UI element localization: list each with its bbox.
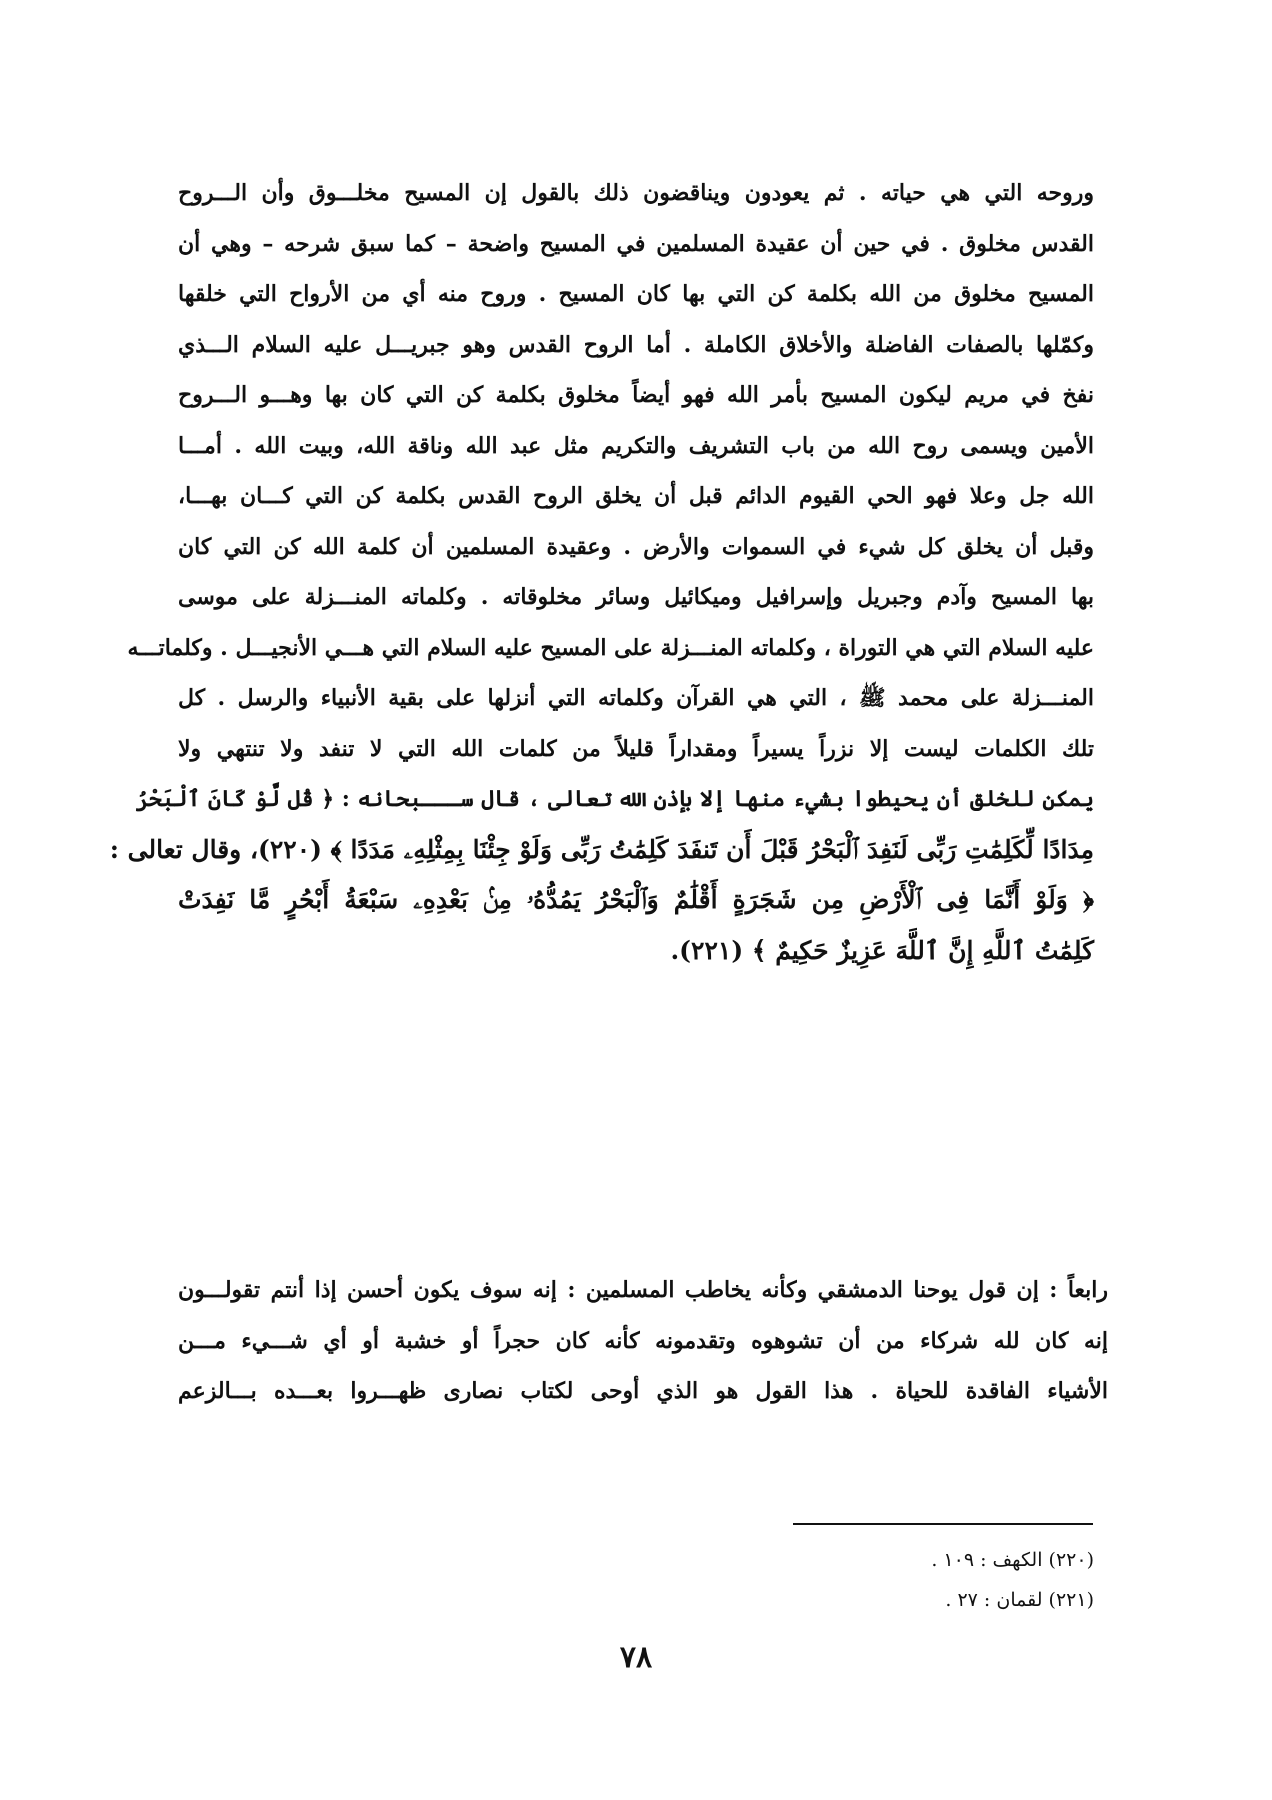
text-line: يمكن للخلق أن يحيطوا بشيء منها إلا بإذن الله تعالى ، قال ســـبحانه : ﴿ قُل لَّوْ كَانَ ٱلْبَحْرُ [135,786,1094,812]
footnote-221: (٢٢١) لقمان : ٢٧ . [945,1589,1094,1611]
text-line: المنـــزلة على محمد ﷺ ، التي هي القرآن وكلماته التي أنزلها على بقية الأنبياء والرسل . كل [178,685,1094,711]
quran-verse-line: مِدَادًا لِّكَلِمَٰتِ رَبِّى لَنَفِدَ ٱلْبَحْرُ قَبْلَ أَن تَنفَدَ كَلِمَٰتُ رَبِّى وَلَوْ جِئْنَا بِمِثْلِهِۦ مَدَدًا ﴾ (٢٢٠)، وقال تعالى : [109,834,1094,864]
quran-verse-line: ﴿ وَلَوْ أَنَّمَا فِى ٱلْأَرْضِ مِن شَجَرَةٍ أَقْلَٰمٌ وَٱلْبَحْرُ يَمُدُّهُۥ مِنۢ بَعْدِهِۦ سَبْعَةُ أَبْحُرٍ مَّا نَفِدَتْ [178,885,1094,914]
text-line: نفخ في مريم ليكون المسيح بأمر الله فهو أيضاً مخلوق بكلمة كن التي كان بها وهـــو الـــروح [178,382,1094,408]
footnote-divider [793,1523,1093,1525]
text-line: الأمين ويسمى روح الله من باب التشريف والتكريم مثل عبد الله وناقة الله، وبيت الله . أمـــا [178,432,1094,459]
footnote-220: (٢٢٠) الكهف : ١٠٩ . [931,1549,1094,1571]
text-line: الله جل وعلا فهو الحي القيوم الدائم قبل أن يخلق الروح القدس بكلمة كن التي كـــان بهـــا، [178,483,1094,509]
footnotes [700,1540,1094,1620]
text-line: بها المسيح وآدم وجبريل وإسرافيل وميكائيل وسائر مخلوقاته . وكلماته المنـــزلة على موسى [178,584,1094,610]
text-line: وروحه التي هي حياته . ثم يعودون ويناقضون ذلك بالقول إن المسيح مخلـــوق وأن الـــروح [178,180,1094,206]
text-line: تلك الكلمات ليست إلا نزراً يسيراً ومقداراً قليلاً من كلمات الله التي لا تنفد ولا تنتهي ولا [178,735,1094,762]
text-line: المسيح مخلوق من الله بكلمة كن التي بها كان المسيح . وروح منه أي من الأرواح التي خلقها [178,281,1094,307]
text-line: وقبل أن يخلق كل شيء في السموات والأرض . وعقيدة المسلمين أن كلمة الله كن التي كان [178,533,1094,560]
text-line: الأشياء الفاقدة للحياة . هذا القول هو الذي أوحى لكتاب نصارى ظهـــروا بعـــده بـــالزعم [178,1378,1108,1404]
text-line: وكمّلها بالصفات الفاضلة والأخلاق الكاملة . أما الروح القدس وهو جبريـــل عليه السلام الـــذي [178,331,1094,358]
main-paragraph [109,168,1094,976]
text-line: القدس مخلوق . في حين أن عقيدة المسلمين في المسيح واضحة – كما سبق شرحه – وهي أن [178,230,1094,257]
page-number: ٧٨ [619,1640,653,1675]
text-line: عليه السلام التي هي التوراة ، وكلماته المنـــزلة على المسيح عليه السلام التي هـــي الأنجيـــل . وكلماتـــه [127,634,1094,661]
text-line: رابعاً : إن قول يوحنا الدمشقي وكأنه يخاطب المسلمين : إنه سوف يكون أحسن إذا أنتم تقولـــون [178,1277,1108,1303]
quran-verse-line: كَلِمَٰتُ ٱللَّهِ إِنَّ ٱللَّهَ عَزِيزٌ حَكِيمٌ ﴾ (٢٢١). [670,935,1094,965]
text-line: إنه كان لله شركاء من أن تشوهوه وتقدمونه كأنه كان حجراً أو خشبة أو أي شـــيء مـــن [178,1327,1108,1354]
second-paragraph [178,1265,1108,1417]
